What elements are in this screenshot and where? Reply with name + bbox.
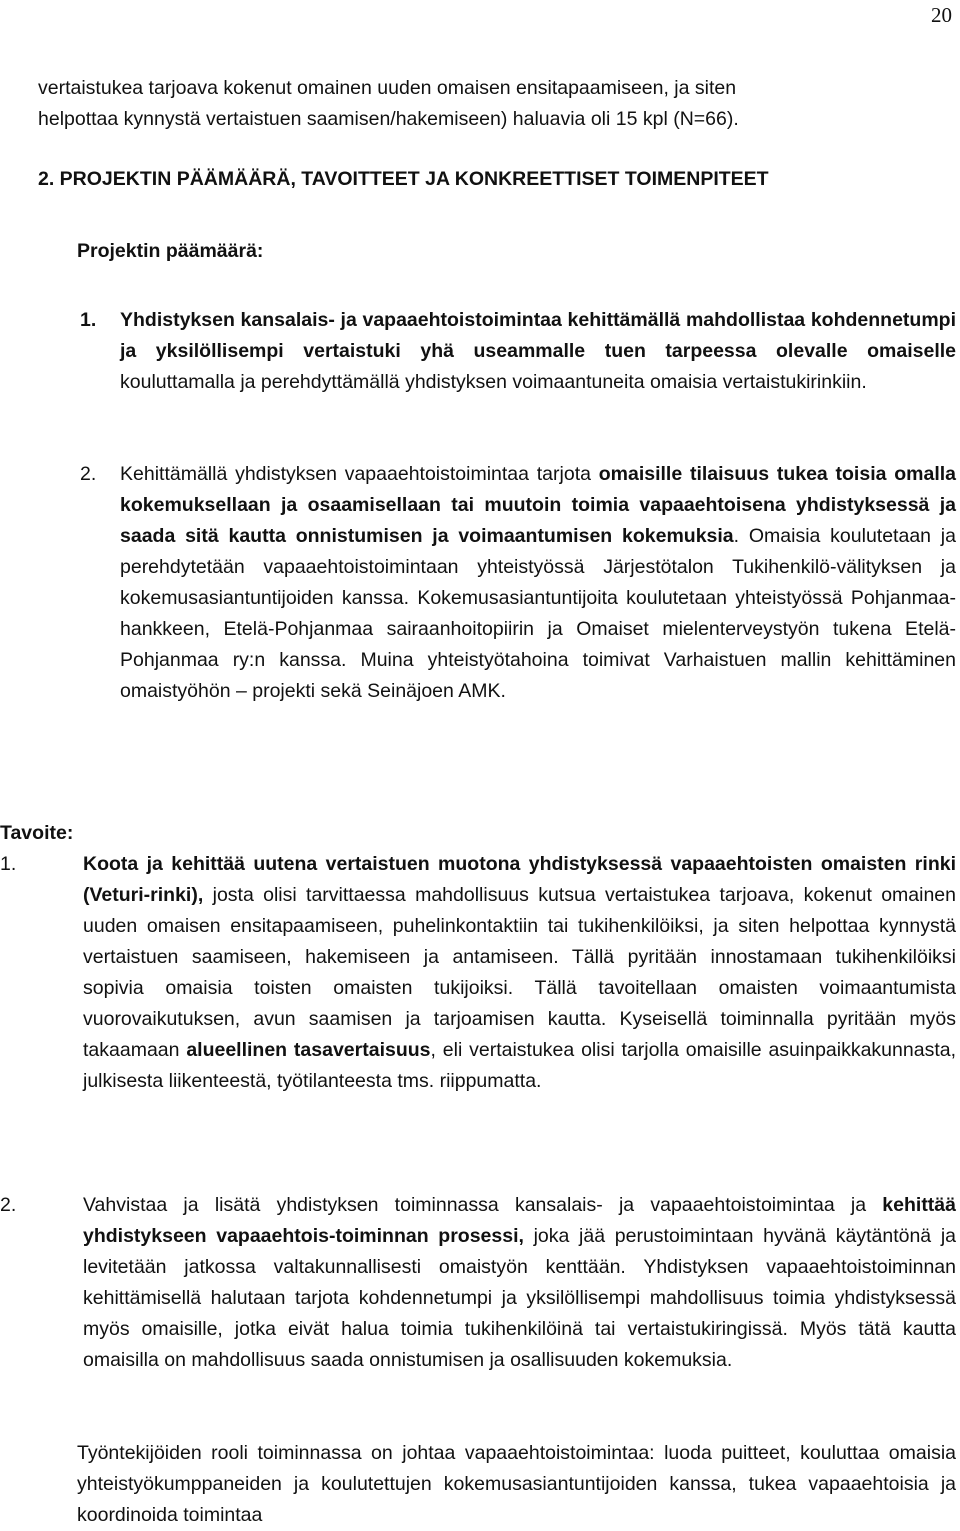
tavoite-2-text <box>83 1190 956 1376</box>
goal-2-bold: omaisille tilaisuus tukea toisia omalla kokemuksellaan ja osaamisellaan tai muutoin toimia vapaaehtoisena yhdistyksessä ja saada sitä kautta onnistumisen ja voimaantumisen kokemuksia <box>120 463 956 547</box>
tavoite-2-rest: joka jää perustoimintaan hyvänä käytäntönä ja levitetään jatkossa valtakunnallisesti omaistyön kenttään. Yhdistyksen vapaaehtoistoiminnan kehittämisellä halutaan tarjota kohdennetumpi ja yksilöllisempi mahdollisuus toimia yhdistyksessä myös omaisille, jotka eivät halua toimia tukihenkilöinä tai vertaistukiringissä. Myös tätä kautta omaisilla on mahdollisuus saada onnistumisen ja osallisuuden kokemuksia. <box>83 1225 957 1371</box>
tavoite-1-bold: Koota ja kehittää uutena vertaistuen muotona yhdistyksessä vapaaehtoisten omaisten rinki (Veturi-rinki), <box>83 853 956 906</box>
section-subheading: Projektin päämäärä: <box>77 240 264 262</box>
goal-1-rest: kouluttamalla ja perehdyttämällä yhdistyksen voimaantuneita omaisia vertaistukirinkiin. <box>120 371 867 393</box>
tavoite-1-text <box>83 849 956 1097</box>
tavoite-1 <box>0 849 956 1097</box>
tavoite-heading: Tavoite: <box>0 822 74 844</box>
goal-1-number: 1. <box>80 309 97 331</box>
intro-line-2: helpottaa kynnystä vertaistuen saamisen/hakemiseen) haluavia oli 15 kpl (N=66). <box>38 108 739 130</box>
intro-line-1: vertaistukea tarjoava kokenut omainen uuden omaisen ensitapaamiseen, ja siten <box>38 77 737 99</box>
tavoite-2 <box>0 1190 956 1376</box>
tavoite-1-rest: , eli vertaistukea olisi tarjolla omaisille asuinpaikkakunnasta, julkisesta liikenteestä, työtilanteesta tms. riippumatta. <box>83 1039 956 1092</box>
section-heading: 2. PROJEKTIN PÄÄMÄÄRÄ, TAVOITTEET JA KONKREETTISET TOIMENPITEET <box>38 168 769 190</box>
goal-1-bold: Yhdistyksen kansalais- ja vapaaehtoistoimintaa kehittämällä mahdollistaa kohdennetumpi ja yksilöllisempi vertaistuki yhä useammalle tuen tarpeessa olevalle omaiselle <box>120 309 956 362</box>
goal-2-lead: Kehittämällä yhdistyksen vapaaehtoistoimintaa tarjota <box>120 463 599 485</box>
tavoite-1-number: 1. <box>0 853 17 875</box>
tavoite-2-number: 2. <box>0 1194 17 1216</box>
intro-paragraph <box>38 73 918 135</box>
tavoite-1-lead: josta olisi tarvittaessa mahdollisuus kutsua vertaistukea tarjoava, kokenut omainen uuden omaisen ensitapaamiseen, puhelinkontaktiin tai tukihenkilöiksi, ja siten helpottaa kynnystä vertaistuen saamiseen, hakemiseen ja antamiseen. Tällä pyritään innostamaan tukihenkilöiksi sopivia omaisia toisten omaisten tukijoiksi. Tällä tavoitellaan omaisten voimaantumista vuorovaikutuksen, avun saamisen ja tarjoamisen kautta. Kyseisellä toiminnalla pyritään myös takaamaan <box>83 884 956 1061</box>
tavoite-1-bold-2: alueellinen tasavertaisuus <box>186 1039 431 1061</box>
tavoite-2-bold: kehittää yhdistykseen vapaaehtois-toiminnan prosessi, <box>83 1194 956 1247</box>
goal-1 <box>80 305 956 398</box>
goal-2-rest: . Omaisia koulutetaan ja perehdytetään vapaaehtoistoimintaan yhteistyössä Järjestötalon Tukihenkilö-välityksen ja kokemusasiantuntijoiden kanssa. Kokemusasiantuntijoita koulutetaan yhteistyössä Pohjanmaa-hankkeen, Etelä-Pohjanmaa sairaanhoitopiirin ja Omaiset mielenterveystyön tukena Etelä-Pohjanmaa ry:n kanssa. Muina yhteistyötahoina toimivat Varhaistuen mallin kehittäminen omaistyöhön – projekti sekä Seinäjoen AMK. <box>120 525 956 702</box>
tavoite-2-lead: Vahvistaa ja lisätä yhdistyksen toiminnassa kansalais- ja vapaaehtoistoimintaa ja <box>83 1194 883 1216</box>
goal-2 <box>80 459 956 707</box>
goal-2-text <box>120 459 956 707</box>
goal-2-number: 2. <box>80 463 97 485</box>
goal-1-text <box>120 305 956 398</box>
closing-paragraph: Työntekijöiden rooli toiminnassa on johtaa vapaaehtoistoimintaa: luoda puitteet, kouluttaa omaisia yhteistyökumppaneiden ja koulutettujen kokemusasiantuntijoiden kanssa, tukea vapaaehtoisia ja koordinoida toimintaa <box>77 1442 956 1526</box>
page-number: 20 <box>931 3 952 27</box>
